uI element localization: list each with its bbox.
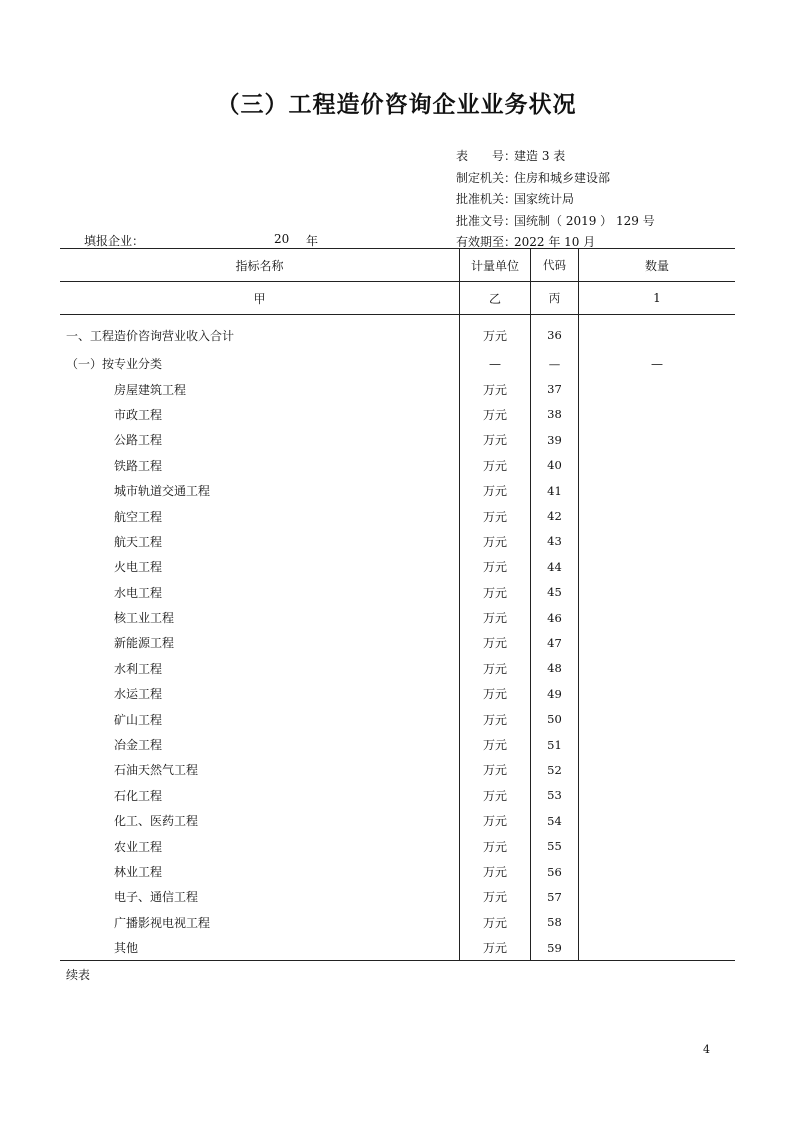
- row-quantity: [579, 884, 736, 909]
- row-quantity: [579, 833, 736, 858]
- row-indicator-name: 矿山工程: [114, 712, 163, 727]
- header-quantity: 数量: [579, 249, 736, 282]
- table-row: [60, 681, 735, 706]
- table-row: [60, 427, 735, 452]
- row-code: 49: [531, 681, 579, 706]
- row-code: 41: [531, 478, 579, 503]
- row-unit: 万元: [460, 605, 531, 630]
- row-quantity: [579, 315, 736, 352]
- row-quantity: [579, 529, 736, 554]
- table-row: [60, 453, 735, 478]
- row-quantity: [579, 859, 736, 884]
- column-code-code: 丙: [531, 282, 579, 315]
- row-unit: 万元: [460, 376, 531, 401]
- meta-label: 有效期至：: [456, 235, 517, 249]
- meta-value: 国家统计局: [514, 192, 575, 206]
- row-unit: 万元: [460, 453, 531, 478]
- row-indicator-name: 石油天然气工程: [114, 763, 199, 778]
- row-indicator-name: 铁路工程: [114, 458, 163, 473]
- row-unit: —: [460, 351, 531, 376]
- row-code: 45: [531, 580, 579, 605]
- row-quantity: —: [579, 351, 736, 376]
- table-row: [60, 910, 735, 935]
- row-code: 51: [531, 732, 579, 757]
- continued-label: 续表: [66, 968, 91, 982]
- column-code-name: 甲: [60, 282, 460, 315]
- row-indicator-name: 城市轨道交通工程: [114, 484, 211, 499]
- table-row: [60, 315, 735, 352]
- row-quantity: [579, 757, 736, 782]
- table-row: [60, 402, 735, 427]
- row-quantity: [579, 453, 736, 478]
- row-unit: 万元: [460, 402, 531, 427]
- row-unit: 万元: [460, 529, 531, 554]
- table-row: [60, 935, 735, 961]
- table-row: [60, 808, 735, 833]
- row-code: 58: [531, 910, 579, 935]
- row-code: 43: [531, 529, 579, 554]
- row-indicator-name: 其他: [60, 935, 460, 961]
- row-code: 47: [531, 630, 579, 655]
- row-unit: 万元: [460, 859, 531, 884]
- row-quantity: [579, 580, 736, 605]
- row-code: 40: [531, 453, 579, 478]
- row-code: 36: [531, 315, 579, 352]
- row-quantity: [579, 656, 736, 681]
- row-code: 52: [531, 757, 579, 782]
- row-indicator-name: 水利工程: [114, 661, 163, 676]
- row-quantity: [579, 554, 736, 579]
- column-code-quantity: 1: [579, 282, 736, 315]
- row-quantity: [579, 630, 736, 655]
- meta-row-approval-no: [456, 211, 655, 233]
- table-row: [60, 605, 735, 630]
- row-code: 39: [531, 427, 579, 452]
- table-row: [60, 656, 735, 681]
- row-quantity: [579, 935, 736, 961]
- row-unit: 万元: [460, 315, 531, 352]
- meta-label: 制定机关：: [456, 170, 517, 185]
- row-code: 54: [531, 808, 579, 833]
- row-quantity: [579, 706, 736, 731]
- meta-value: 2022 年 10 月: [514, 235, 596, 249]
- row-quantity: [579, 681, 736, 706]
- row-code: 48: [531, 656, 579, 681]
- meta-label: 批准机关：: [456, 192, 517, 206]
- row-unit: 万元: [460, 757, 531, 782]
- form-meta-block: [456, 146, 655, 254]
- meta-value: 建造 3 表: [514, 149, 566, 163]
- table-row: [60, 630, 735, 655]
- row-indicator-name: 火电工程: [114, 560, 163, 575]
- row-unit: 万元: [460, 630, 531, 655]
- row-unit: 万元: [460, 503, 531, 528]
- table-row: [60, 503, 735, 528]
- reporting-company-label: 填报企业：: [84, 234, 145, 248]
- page-number: 4: [703, 1043, 710, 1056]
- table-row: [60, 757, 735, 782]
- row-unit: 万元: [460, 884, 531, 909]
- table-row: [60, 783, 735, 808]
- row-quantity: [579, 783, 736, 808]
- table-header-row: [60, 249, 735, 282]
- row-indicator-name: 广播影视电视工程: [114, 915, 211, 930]
- row-code: 56: [531, 859, 579, 884]
- table-column-code-row: [60, 282, 735, 315]
- row-code: 42: [531, 503, 579, 528]
- row-code: 53: [531, 783, 579, 808]
- row-indicator-name: 市政工程: [114, 407, 163, 422]
- row-indicator-name: 核工业工程: [114, 611, 175, 626]
- row-code: 37: [531, 376, 579, 401]
- row-code: 50: [531, 706, 579, 731]
- row-unit: 万元: [460, 808, 531, 833]
- row-quantity: [579, 376, 736, 401]
- row-indicator-name: （一）按专业分类: [66, 357, 163, 372]
- table-row: [60, 554, 735, 579]
- header-unit: 计量单位: [460, 249, 531, 282]
- row-indicator-name: 冶金工程: [114, 738, 163, 753]
- row-unit: 万元: [460, 833, 531, 858]
- row-indicator-name: 农业工程: [114, 839, 163, 854]
- table-row: [60, 706, 735, 731]
- meta-label: 表 号：: [456, 149, 517, 163]
- row-indicator-name: 新能源工程: [114, 636, 175, 651]
- meta-row-form-no: [456, 146, 655, 168]
- row-quantity: [579, 402, 736, 427]
- row-indicator-name: 水运工程: [114, 687, 163, 702]
- row-indicator-name: 水电工程: [114, 585, 163, 600]
- row-quantity: [579, 605, 736, 630]
- business-status-table: [60, 249, 735, 961]
- report-year-suffix: 年: [306, 234, 319, 248]
- row-indicator-name: 房屋建筑工程: [114, 382, 187, 397]
- page-title: （三）工程造价咨询企业业务状况: [216, 92, 577, 118]
- table-row: [60, 732, 735, 757]
- row-indicator-name: 航空工程: [114, 509, 163, 524]
- meta-value: 国统制（ 2019 ） 129 号: [514, 213, 655, 228]
- report-year-prefix: 20: [274, 232, 290, 246]
- row-code: —: [531, 351, 579, 376]
- table-row: [60, 833, 735, 858]
- row-indicator-name: 石化工程: [114, 788, 163, 803]
- row-quantity: [579, 503, 736, 528]
- header-indicator-name: 指标名称: [60, 249, 460, 282]
- row-quantity: [579, 910, 736, 935]
- row-unit: 万元: [460, 681, 531, 706]
- row-indicator-name: 一、工程造价咨询营业收入合计: [66, 328, 235, 343]
- row-code: 44: [531, 554, 579, 579]
- table-row: [60, 529, 735, 554]
- row-quantity: [579, 732, 736, 757]
- row-indicator-name: 电子、通信工程: [114, 890, 199, 905]
- row-unit: 万元: [460, 580, 531, 605]
- row-indicator-name: 林业工程: [114, 865, 163, 879]
- row-unit: 万元: [460, 783, 531, 808]
- column-code-unit: 乙: [460, 282, 531, 315]
- header-code: 代码: [531, 249, 579, 282]
- row-unit: 万元: [460, 935, 531, 961]
- row-code: 59: [531, 935, 579, 961]
- table-row: [60, 376, 735, 401]
- row-quantity: [579, 427, 736, 452]
- row-indicator-name: 航天工程: [114, 534, 163, 549]
- row-unit: 万元: [460, 554, 531, 579]
- table-row: [60, 478, 735, 503]
- meta-label: 批准文号：: [456, 213, 517, 228]
- row-code: 55: [531, 833, 579, 858]
- row-unit: 万元: [460, 478, 531, 503]
- meta-row-issuer: [456, 168, 655, 190]
- meta-row-approver: [456, 189, 655, 211]
- row-unit: 万元: [460, 427, 531, 452]
- row-code: 57: [531, 884, 579, 909]
- row-code: 46: [531, 605, 579, 630]
- table-row: [60, 580, 735, 605]
- row-indicator-name: 公路工程: [114, 433, 163, 448]
- table-row: [60, 351, 735, 376]
- row-unit: 万元: [460, 706, 531, 731]
- row-quantity: [579, 478, 736, 503]
- meta-value: 住房和城乡建设部: [514, 170, 611, 185]
- row-code: 38: [531, 402, 579, 427]
- row-quantity: [579, 808, 736, 833]
- row-unit: 万元: [460, 732, 531, 757]
- row-unit: 万元: [460, 910, 531, 935]
- table-row: [60, 884, 735, 909]
- row-indicator-name: 化工、医药工程: [114, 814, 199, 829]
- table-row: [60, 859, 735, 884]
- row-unit: 万元: [460, 656, 531, 681]
